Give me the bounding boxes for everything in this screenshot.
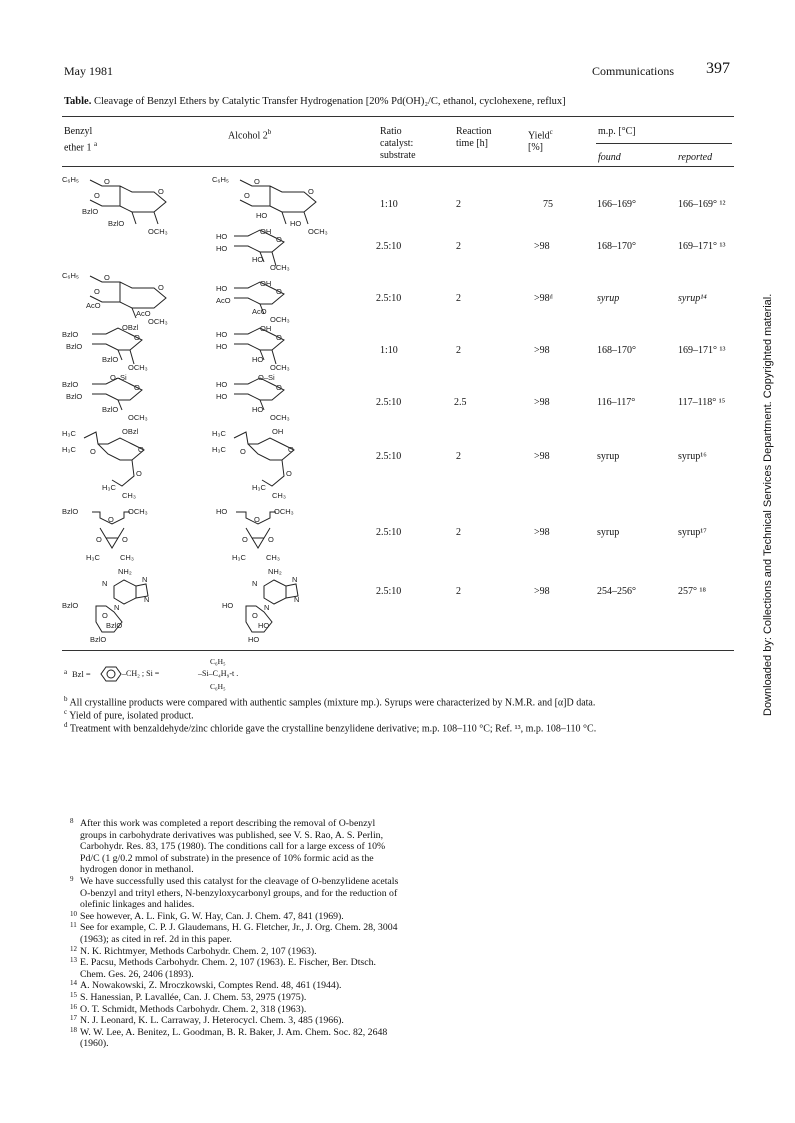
cell-mp-reported: syrup¹⁷	[678, 527, 707, 538]
svg-text:O: O	[104, 177, 110, 186]
cell-mp-reported: 166–169° ¹²	[678, 199, 726, 210]
structure-r3-left	[62, 268, 192, 326]
cell-mp-reported: 169–171° ¹³	[678, 241, 726, 252]
svg-text:OCH₃: OCH₃	[148, 227, 168, 236]
cell-mp-reported: 257° ¹⁸	[678, 586, 706, 597]
svg-text:BzlO: BzlO	[62, 507, 79, 516]
svg-text:H₃C: H₃C	[86, 553, 100, 562]
svg-text:O: O	[90, 447, 96, 456]
cell-yield: >98	[534, 527, 550, 538]
svg-text:O: O	[96, 535, 102, 544]
table-caption	[64, 96, 566, 107]
reference-item: 16 O. T. Schmidt, Methods Carbohydr. Chem. 2, 318 (1963).	[70, 1002, 307, 1015]
svg-text:OCH₃: OCH₃	[128, 507, 148, 516]
svg-text:OCH₃: OCH₃	[148, 317, 168, 326]
svg-text:O: O	[288, 445, 294, 454]
cell-time: 2	[456, 451, 461, 462]
cell-yield: 75	[543, 199, 553, 210]
svg-text:BzlO: BzlO	[82, 207, 99, 216]
col-reaction-time: Reaction time [h]	[456, 126, 492, 149]
cell-time: 2	[456, 293, 461, 304]
svg-text:HO: HO	[258, 621, 270, 630]
svg-text:BzlO: BzlO	[102, 405, 119, 414]
svg-text:HO: HO	[256, 211, 268, 220]
reference-item: 18 W. W. Lee, A. Benitez, L. Goodman, B. R. Baker, J. Am. Chem. Soc. 82, 2648 (1960).	[70, 1025, 388, 1050]
svg-text:HO: HO	[216, 392, 228, 401]
svg-text:N: N	[102, 579, 108, 588]
reference-item: 10 See however, A. L. Fink, G. W. Hay, Can. J. Chem. 47, 841 (1969).	[70, 909, 344, 922]
svg-text:O: O	[122, 535, 128, 544]
footnote-c: $^c$ Yield of pure, isolated product.	[64, 708, 194, 722]
svg-text:H₃C: H₃C	[62, 445, 76, 454]
svg-text:O: O	[276, 333, 282, 342]
cell-ratio: 2.5:10	[376, 293, 402, 304]
cell-time: 2	[456, 527, 461, 538]
svg-text:NH₂: NH₂	[268, 567, 282, 576]
svg-text:O: O	[268, 535, 274, 544]
svg-text:C₆H₅: C₆H₅	[62, 271, 79, 280]
svg-text:H₃C: H₃C	[102, 483, 116, 492]
structure-r3-right	[212, 278, 352, 326]
reference-item: 14 A. Nowakowski, Z. Mroczkowski, Comptes Rend. 48, 461 (1944).	[70, 979, 342, 992]
svg-text:HO: HO	[216, 232, 228, 241]
svg-text:O: O	[252, 611, 258, 620]
svg-text:OH: OH	[260, 227, 272, 236]
reference-item: 15 S. Hanessian, P. Lavallée, Can. J. Chem. 53, 2975 (1975).	[70, 990, 307, 1003]
cell-time: 2	[456, 345, 461, 356]
svg-text:BzlO: BzlO	[62, 330, 79, 339]
cell-mp-found: 168–170°	[597, 345, 636, 356]
structure-r5-left	[62, 372, 192, 422]
page-number: 397	[706, 60, 730, 77]
cell-ratio: 2.5:10	[376, 451, 402, 462]
cell-ratio: 1:10	[380, 345, 398, 356]
svg-text:O: O	[276, 287, 282, 296]
svg-text:O: O	[134, 333, 140, 342]
svg-text:O: O	[136, 469, 142, 478]
svg-text:BzlO: BzlO	[62, 601, 79, 610]
cell-mp-found: syrup	[597, 527, 620, 538]
svg-text:HO: HO	[216, 380, 228, 389]
svg-text:OCH₃: OCH₃	[274, 507, 294, 516]
header-section: Communications	[592, 64, 674, 78]
svg-text:O: O	[244, 191, 250, 200]
svg-text:O: O	[240, 447, 246, 456]
svg-text:BzlO: BzlO	[66, 392, 83, 401]
svg-text:H₃C: H₃C	[232, 553, 246, 562]
svg-text:O: O	[94, 287, 100, 296]
svg-text:OCH₃: OCH₃	[270, 263, 290, 272]
reference-item: 13 E. Pacsu, Methods Carbohydr. Chem. 2, 107 (1963). E. Fischer, Ber. Dtsch. Chem. Ges. 26, 2406 (1893).	[70, 956, 376, 980]
svg-text:H₃C: H₃C	[252, 483, 266, 492]
cell-time: 2	[456, 241, 461, 252]
svg-text:HO: HO	[216, 330, 228, 339]
structure-r6-right	[212, 424, 352, 500]
svg-text:HO: HO	[248, 635, 260, 644]
svg-text:O: O	[254, 177, 260, 186]
svg-text:HO: HO	[216, 507, 228, 516]
svg-text:OCH₃: OCH₃	[270, 413, 290, 422]
cell-mp-found: 166–169°	[597, 199, 636, 210]
reference-item: 12 N. K. Richtmyer, Methods Carbohydr. Chem. 2, 107 (1963).	[70, 944, 317, 957]
cell-ratio: 2.5:10	[376, 397, 402, 408]
header-date: May 1981	[64, 64, 113, 78]
cell-mp-found: syrup	[597, 293, 620, 304]
svg-text:H₃C: H₃C	[212, 429, 226, 438]
cell-mp-found: syrup	[597, 451, 620, 462]
svg-text:BzlO: BzlO	[102, 355, 119, 364]
structure-r4-left	[62, 322, 192, 372]
cell-yield: >98	[534, 345, 550, 356]
cell-mp-found: 168–170°	[597, 241, 636, 252]
col-alcohol: Alcohol 2$^b$	[228, 128, 272, 142]
cell-mp-reported: 169–171° ¹³	[678, 345, 726, 356]
svg-text:O: O	[308, 187, 314, 196]
caption-text: Cleavage of Benzyl Ethers by Catalytic Transfer Hydrogenation [20% Pd(OH)₂/C, ethanol, cyclohexene, reflux]	[93, 96, 566, 107]
reference-item: 8 After this work was completed a report describing the removal of O-benzyl groups in carbohydrate derivatives was published, see V. S. Rao, A. S. Perlin, Carbohydr. Res. 83, 175 (1980). The conditions call for a large excess of 10% Pd/C (1 g/0.2 mmol of substrate) in the presence of 10% formic acid as the hydrogen donor in methanol.	[70, 817, 386, 876]
svg-text:OCH₃: OCH₃	[270, 315, 290, 324]
svg-text:HO: HO	[216, 342, 228, 351]
svg-text:O–Si: O–Si	[258, 373, 275, 382]
structure-r6-left	[62, 424, 192, 500]
cell-mp-found: 116–117°	[597, 397, 636, 408]
col-mp: m.p. [°C]	[598, 126, 636, 137]
svg-text:O: O	[104, 273, 110, 282]
svg-text:OBzl: OBzl	[122, 323, 139, 332]
svg-text:HO: HO	[252, 355, 264, 364]
footnote-d: $^d$ Treatment with benzaldehyde/zinc chloride gave the crystalline benzylidene derivative; m.p. 108–110 °C; Ref. ¹³, m.p. 108–110 °C.	[64, 721, 597, 735]
cell-ratio: 2.5:10	[376, 527, 402, 538]
cell-yield: >98	[534, 241, 550, 252]
reference-item: 9 We have successfully used this catalyst for the cleavage of O-benzylidene acetals O-benzyl and trityl ethers, N-benzyloxycarbonyl groups, and for the reduction of olefinic linkages and halides.	[70, 874, 399, 911]
svg-text:N: N	[292, 575, 298, 584]
svg-text:H₃C: H₃C	[212, 445, 226, 454]
table-bottom-rule	[62, 650, 734, 651]
svg-text:HO: HO	[252, 255, 264, 264]
svg-text:O–Si: O–Si	[110, 373, 127, 382]
references-list	[70, 818, 400, 1050]
svg-text:AcO: AcO	[136, 309, 151, 318]
svg-text:CH₃: CH₃	[266, 553, 280, 562]
col-ratio: Ratio catalyst: substrate	[380, 126, 416, 161]
col-yield: Yield$^c$ [%]	[528, 128, 553, 154]
svg-text:C₆H₅: C₆H₅	[212, 175, 229, 184]
svg-text:AcO: AcO	[252, 307, 267, 316]
cell-yield: >98ᵈ	[534, 293, 553, 304]
svg-text:HO: HO	[252, 405, 264, 414]
svg-text:OCH₃: OCH₃	[270, 363, 290, 372]
mp-subrule	[596, 143, 732, 144]
cell-yield: >98	[534, 586, 550, 597]
svg-text:O: O	[134, 383, 140, 392]
structure-r4-right	[212, 322, 352, 372]
structure-r1-left	[62, 172, 192, 236]
svg-text:BzlO: BzlO	[106, 621, 123, 630]
cell-ratio: 2.5:10	[376, 241, 402, 252]
svg-text:N: N	[142, 575, 148, 584]
footnote-b: $^b$ All crystalline products were compared with authentic samples (mixture mp.). Syrups were characterized by N.M.R. and [α]D data.	[64, 695, 596, 709]
reference-item: 11 See for example, C. P. J. Glaudemans, H. G. Fletcher, Jr., J. Org. Chem. 28, 3004 (1963); as cited in ref. 2d in this paper.	[70, 921, 398, 945]
cell-mp-reported: syrup¹⁶	[678, 451, 707, 462]
svg-text:OBzl: OBzl	[122, 427, 139, 436]
svg-text:N: N	[252, 579, 258, 588]
svg-text:NH₂: NH₂	[118, 567, 132, 576]
svg-text:O: O	[254, 515, 260, 524]
svg-text:OCH₃: OCH₃	[128, 413, 148, 422]
svg-text:O: O	[286, 469, 292, 478]
svg-text:C₆H₅: C₆H₅	[62, 175, 79, 184]
benzene-ring-icon	[100, 666, 122, 682]
svg-text:HO: HO	[216, 284, 228, 293]
svg-text:OH: OH	[260, 279, 272, 288]
svg-text:OCH₃: OCH₃	[308, 227, 328, 236]
svg-text:N: N	[294, 595, 300, 604]
svg-text:BzlO: BzlO	[62, 380, 79, 389]
svg-text:HO: HO	[290, 219, 302, 228]
cell-time: 2.5	[454, 397, 467, 408]
svg-text:O: O	[102, 611, 108, 620]
svg-text:N: N	[144, 595, 150, 604]
structure-r8-left	[62, 566, 192, 644]
structure-r7-left	[62, 504, 192, 564]
col-mp-reported: reported	[678, 152, 713, 163]
structure-r7-right	[212, 504, 352, 564]
svg-text:N: N	[264, 603, 270, 612]
svg-text:BzlO: BzlO	[66, 342, 83, 351]
svg-text:CH₃: CH₃	[122, 491, 136, 500]
svg-text:CH₃: CH₃	[120, 553, 134, 562]
col-mp-found: found	[598, 152, 621, 163]
cell-time: 2	[456, 586, 461, 597]
svg-text:O: O	[276, 235, 282, 244]
structure-r8-right	[212, 566, 352, 644]
cell-yield: >98	[534, 451, 550, 462]
structure-r5-right	[212, 372, 352, 422]
cell-mp-reported: syrup¹⁴	[678, 293, 707, 304]
svg-text:HO: HO	[222, 601, 234, 610]
download-watermark: Downloaded by: Collections and Technical Services Department. Copyrighted material.	[762, 293, 774, 716]
cell-time: 2	[456, 199, 461, 210]
svg-text:HO: HO	[216, 244, 228, 253]
table-top-rule	[62, 116, 734, 117]
cell-ratio: 1:10	[380, 199, 398, 210]
svg-text:BzlO: BzlO	[90, 635, 107, 644]
cell-yield: >98	[534, 397, 550, 408]
svg-text:O: O	[158, 283, 164, 292]
reference-item: 17 N. J. Leonard, K. L. Carraway, J. Heterocycl. Chem. 3, 485 (1966).	[70, 1014, 344, 1027]
svg-text:O: O	[276, 383, 282, 392]
svg-text:O: O	[138, 445, 144, 454]
svg-text:AcO: AcO	[216, 296, 231, 305]
structure-r2-right	[212, 226, 352, 274]
svg-text:OH: OH	[272, 427, 284, 436]
svg-text:O: O	[242, 535, 248, 544]
svg-text:BzlO: BzlO	[108, 219, 125, 228]
cell-ratio: 2.5:10	[376, 586, 402, 597]
cell-mp-found: 254–256°	[597, 586, 636, 597]
svg-text:H₃C: H₃C	[62, 429, 76, 438]
caption-label: Table.	[64, 96, 92, 107]
svg-text:O: O	[108, 515, 114, 524]
cell-mp-reported: 117–118° ¹⁵	[678, 397, 726, 408]
svg-text:OCH₃: OCH₃	[128, 363, 148, 372]
footnote-a: a Bzl = –CH₂ ; Si = –Si–C₄H₉-t . C₆H₅ C₆H₅	[64, 657, 239, 691]
table-header-rule	[62, 166, 734, 167]
col-benzyl-ether: Benzyl ether 1 $^a$	[64, 126, 98, 154]
svg-text:N: N	[114, 603, 120, 612]
svg-text:OH: OH	[260, 324, 272, 333]
svg-text:CH₃: CH₃	[272, 491, 286, 500]
svg-text:O: O	[94, 191, 100, 200]
svg-text:AcO: AcO	[86, 301, 101, 310]
svg-text:O: O	[158, 187, 164, 196]
